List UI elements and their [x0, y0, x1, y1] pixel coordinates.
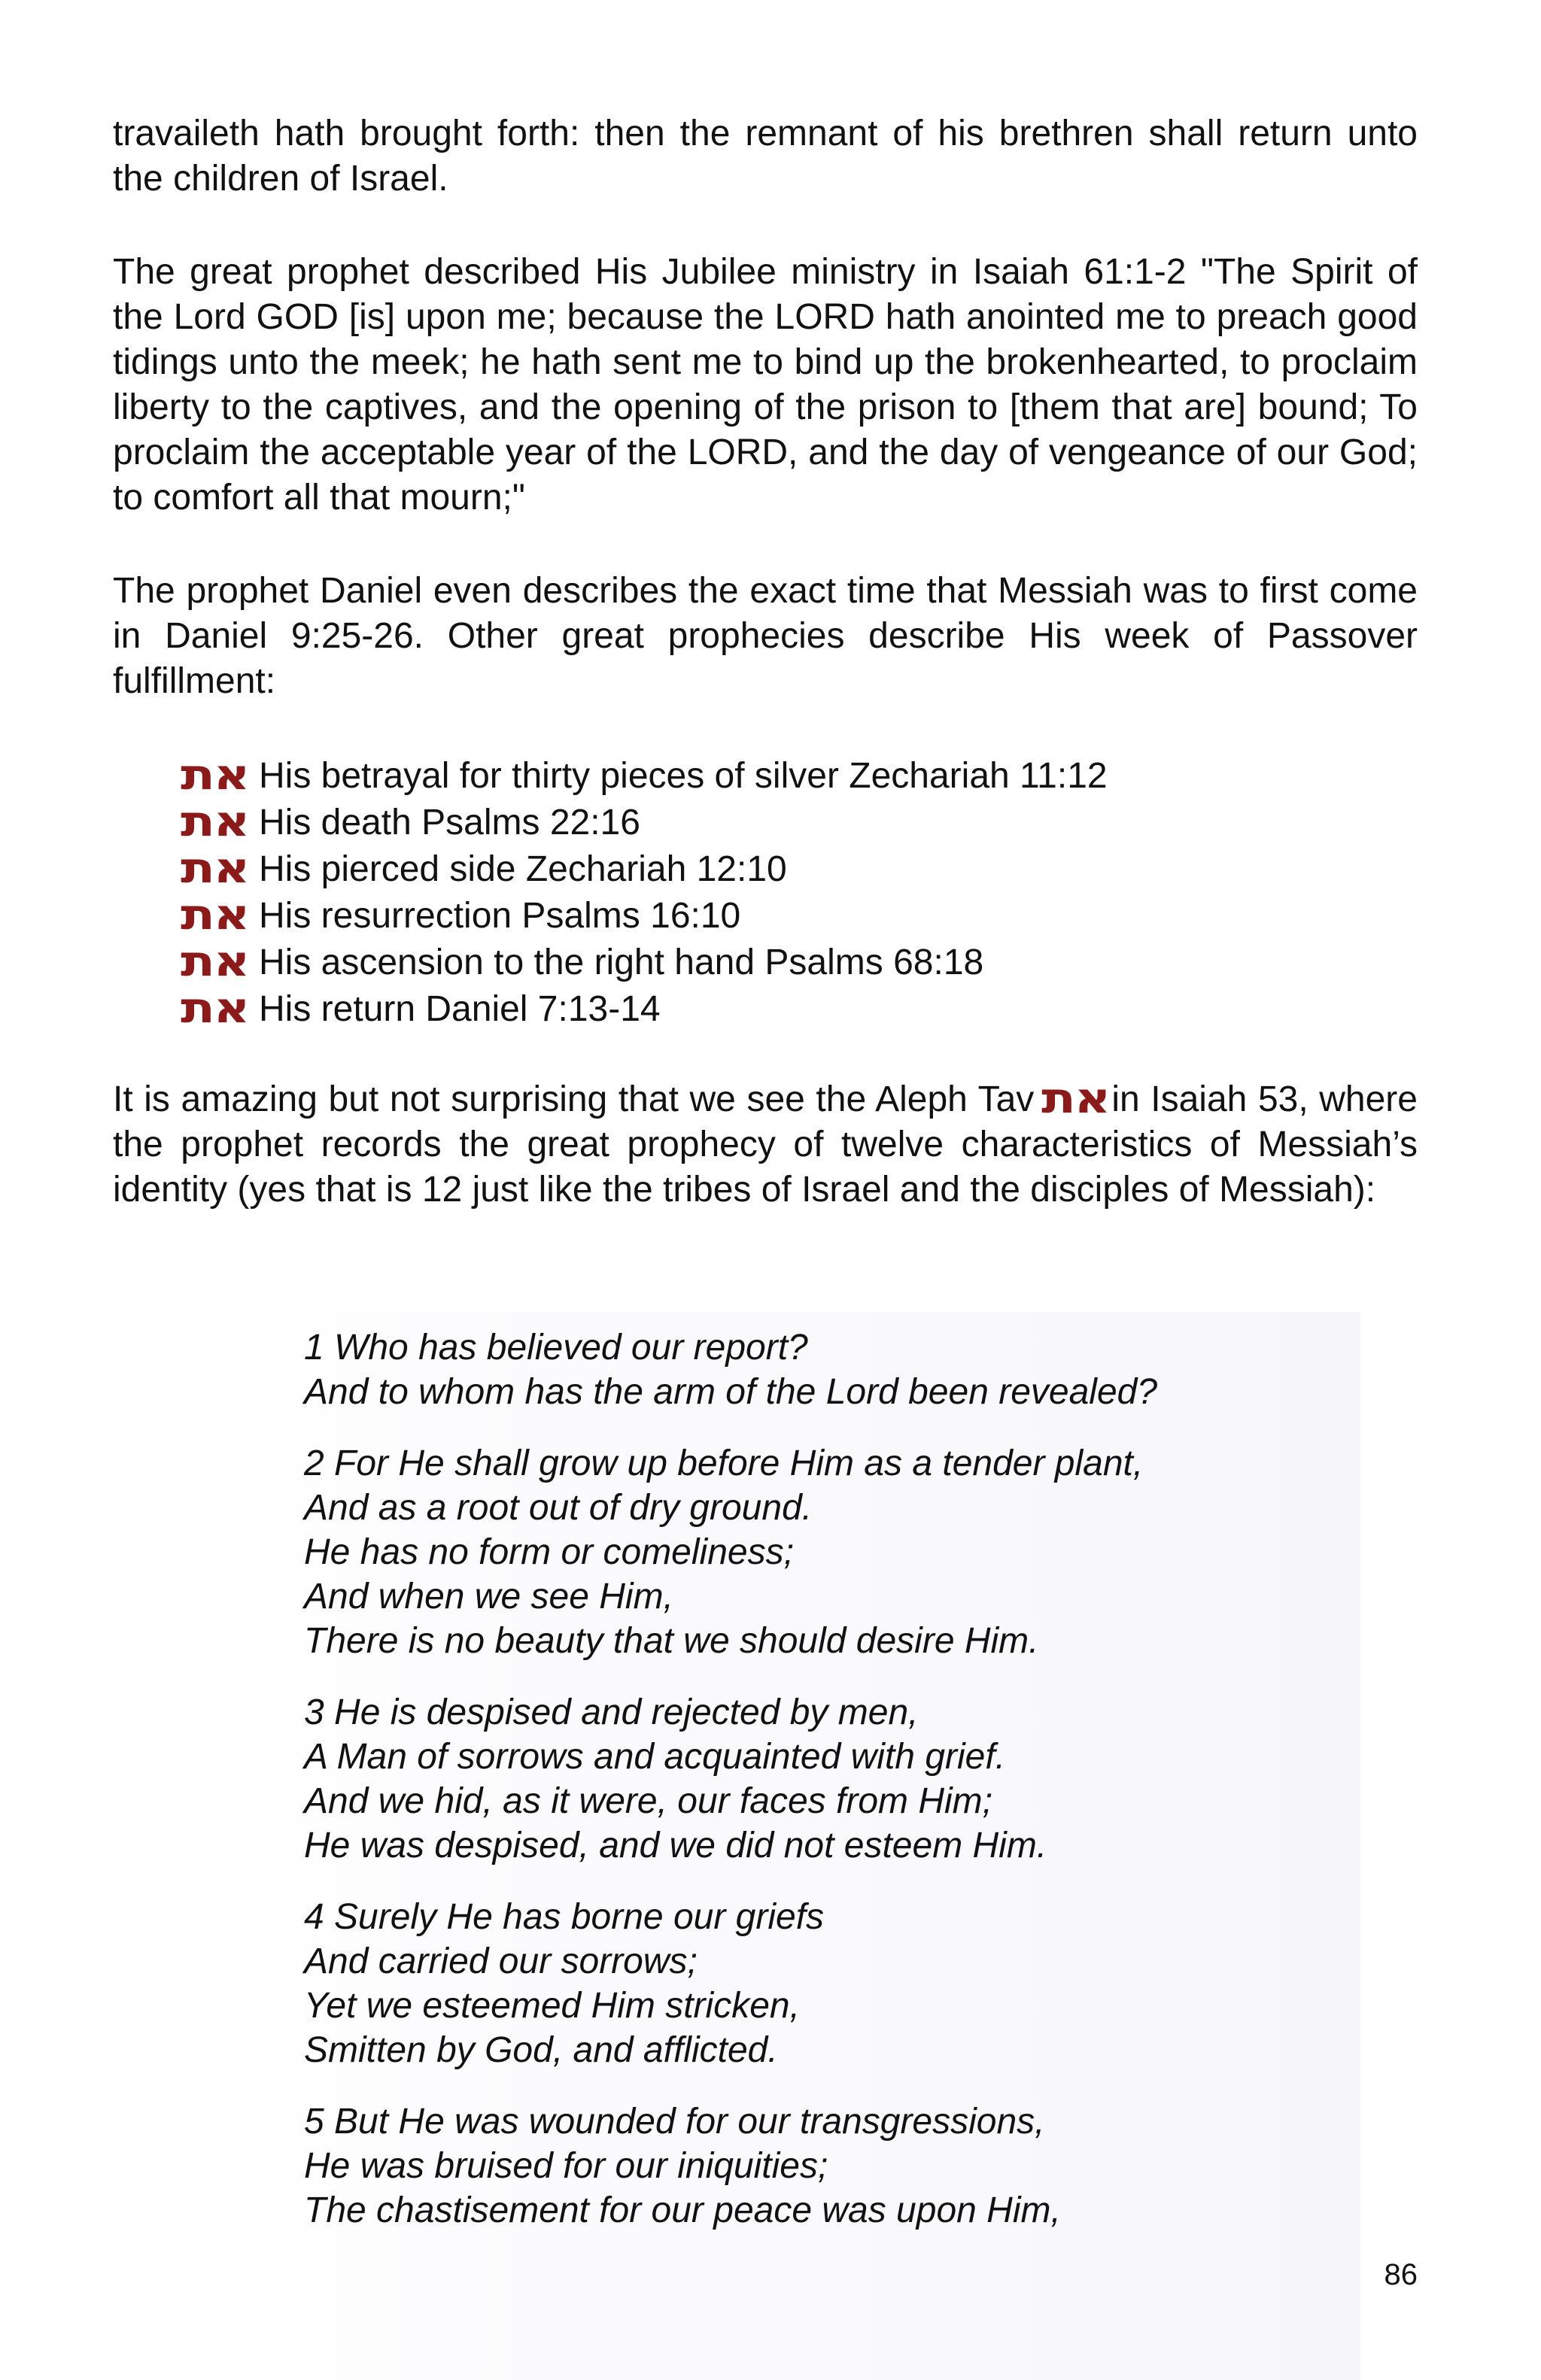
quote-stanza	[304, 1690, 1357, 1868]
list-item-text: His return Daniel 7:13-14	[259, 988, 661, 1029]
quote-line: And to whom has the arm of the Lord been revealed?	[304, 1372, 1158, 1412]
paragraph-isaiah-53-start: It is amazing but not surprising that we see the Aleph Tav	[113, 1079, 1035, 1119]
quote-stanza	[304, 1441, 1357, 1663]
aleph-tav-bullet-icon: את	[181, 891, 249, 940]
aleph-tav-bullet-icon: את	[181, 797, 249, 846]
list-item-text: His pierced side Zechariah 12:10	[259, 848, 787, 889]
paragraph-daniel: The prophet Daniel even describes the exact time that Messiah was to first come in Daniel 9:25-26. Other great prophecies describe His week of Passover fulfillment:	[113, 571, 1418, 701]
list-item-text: His betrayal for thirty pieces of silver Zechariah 11:12	[259, 755, 1108, 796]
list-item-text: His resurrection Psalms 16:10	[259, 895, 741, 936]
list-item	[113, 939, 1418, 985]
quote-line: And carried our sorrows;	[304, 1941, 698, 1981]
quote-line: 3 He is despised and rejected by men,	[304, 1692, 919, 1732]
quote-line: 4 Surely He has borne our griefs	[304, 1897, 825, 1937]
list-item	[113, 845, 1418, 892]
list-item	[113, 799, 1418, 845]
quote-line: And as a root out of dry ground.	[304, 1488, 813, 1528]
list-item	[113, 985, 1418, 1032]
quote-line: He was despised, and we did not esteem Him.	[304, 1826, 1047, 1865]
aleph-tav-bullet-icon: את	[181, 937, 249, 986]
quote-line: 2 For He shall grow up before Him as a tender plant,	[304, 1443, 1144, 1483]
page-body	[113, 111, 1418, 1261]
aleph-tav-bullet-icon: את	[181, 984, 249, 1033]
aleph-tav-inline-icon: את	[1041, 1074, 1110, 1123]
paragraph-isaiah-53	[113, 1074, 1418, 1213]
list-item	[113, 892, 1418, 939]
page-number: 86	[1384, 2258, 1418, 2291]
quote-stanza	[304, 1895, 1357, 2072]
quote-line: There is no beauty that we should desire Him.	[304, 1621, 1039, 1661]
isaiah-53-quote	[304, 1325, 1357, 2260]
quote-line: And we hid, as it were, our faces from Him;	[304, 1781, 992, 1821]
quote-stanza	[304, 1325, 1357, 1414]
quote-stanza	[304, 2099, 1357, 2233]
quote-line: Yet we esteemed Him stricken,	[304, 1986, 800, 2026]
aleph-tav-bullet-icon: את	[181, 751, 249, 800]
paragraph-continuation: travaileth hath brought forth: then the remnant of his brethren shall return unto the children of Israel.	[113, 114, 1418, 199]
paragraph-jubilee: The great prophet described His Jubilee ministry in Isaiah 61:1-2 "The Spirit of the Lord GOD [is] upon me; because the LORD hath anointed me to preach good tidings unto the meek; he hath sent me to bind up the brokenhearted, to proclaim liberty to the captives, and the opening of the prison to [them that are] bound; To proclaim the acceptable year of the LORD, and the day of vengeance of our God; to comfort all that mourn;"	[113, 252, 1418, 518]
quote-line: He was bruised for our iniquities;	[304, 2146, 828, 2186]
paragraph-isaiah-53-end: in Isaiah 53, where the prophet records the great prophecy of twelve characteristics of Messiah’s identity (yes that is 12 just like the tribes of Israel and the disciples of Messiah):	[113, 1079, 1418, 1210]
quote-line: And when we see Him,	[304, 1577, 673, 1617]
quote-line: Smitten by God, and afflicted.	[304, 2030, 778, 2070]
list-item-text: His death Psalms 22:16	[259, 802, 640, 842]
list-item-text: His ascension to the right hand Psalms 68:18	[259, 942, 984, 982]
quote-line: The chastisement for our peace was upon Him,	[304, 2190, 1061, 2230]
list-item	[113, 752, 1418, 799]
quote-line: 5 But He was wounded for our transgressions,	[304, 2102, 1045, 2142]
aleph-tav-bullet-icon: את	[181, 844, 249, 893]
quote-line: A Man of sorrows and acquainted with grief.	[304, 1737, 1006, 1777]
quote-line: He has no form or comeliness;	[304, 1532, 794, 1572]
quote-line: 1 Who has believed our report?	[304, 1328, 808, 1368]
prophecy-list	[113, 752, 1418, 1032]
